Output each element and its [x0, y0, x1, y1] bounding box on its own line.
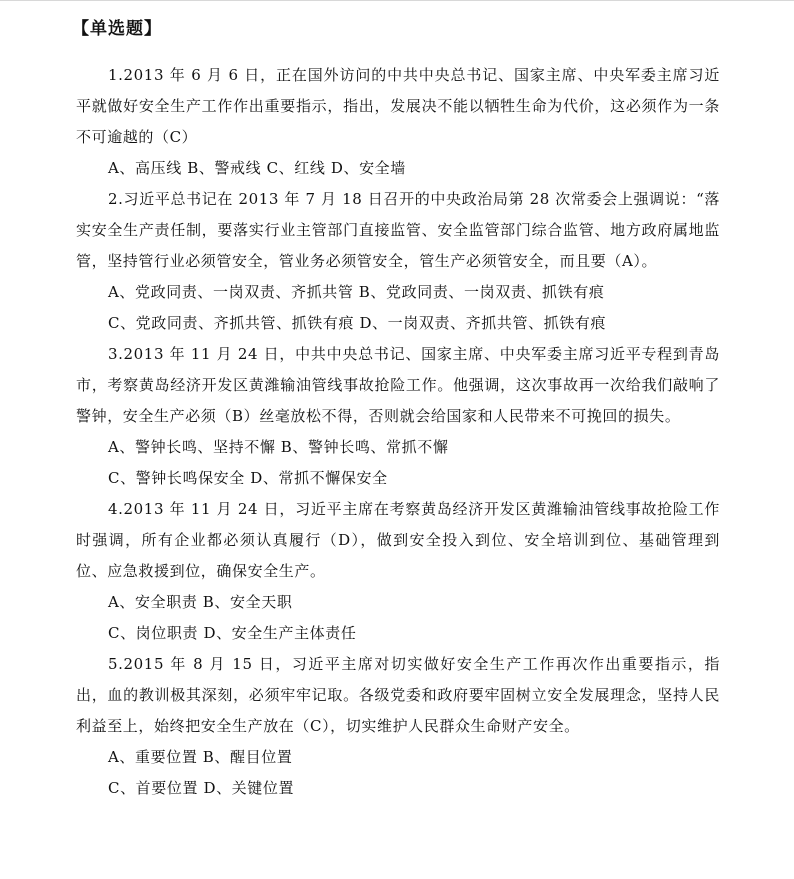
answer-options: C、党政同责、齐抓共管、抓铁有痕 D、一岗双责、齐抓共管、抓铁有痕	[108, 314, 607, 332]
answer-options: A、高压线 B、警戒线 C、红线 D、安全墙	[108, 159, 406, 177]
answer-options: C、岗位职责 D、安全生产主体责任	[108, 624, 357, 642]
answer-options: C、首要位置 D、关键位置	[108, 779, 295, 797]
question-block	[76, 339, 720, 494]
question-block	[76, 494, 720, 649]
question-text: 3.2013 年 11 月 24 日，中共中央总书记、国家主席、中央军委主席习近平专程到青岛市，考察黄岛经济开发区黄潍输油管线事故抢险工作。他强调，这次事故再一次给我们敲响了警钟，安全生产必须（B）丝毫放松不得，否则就会给国家和人民带来不可挽回的损失。	[76, 345, 720, 425]
answer-options: A、重要位置 B、醒目位置	[108, 748, 293, 766]
top-border	[0, 0, 794, 5]
question-list	[76, 60, 720, 804]
answer-options: C、警钟长鸣保安全 D、常抓不懈保安全	[108, 469, 388, 487]
answer-options: A、党政同责、一岗双责、齐抓共管 B、党政同责、一岗双责、抓铁有痕	[108, 283, 605, 301]
question-text: 5.2015 年 8 月 15 日，习近平主席对切实做好安全生产工作再次作出重要指示，指出，血的教训极其深刻，必须牢牢记取。各级党委和政府要牢固树立安全发展理念，坚持人民利益至上，始终把安全生产放在（C），切实维护人民群众生命财产安全。	[76, 655, 720, 735]
answer-options: A、警钟长鸣、坚持不懈 B、警钟长鸣、常抓不懈	[108, 438, 449, 456]
question-text: 1.2013 年 6 月 6 日，正在国外访问的中共中央总书记、国家主席、中央军委主席习近平就做好安全生产工作作出重要指示，指出，发展决不能以牺牲生命为代价，这必须作为一条不可逾越的（C）	[76, 66, 720, 146]
question-block	[76, 184, 720, 339]
question-text: 2.习近平总书记在 2013 年 7 月 18 日召开的中央政治局第 28 次常委会上强调说：“落实安全生产责任制，要落实行业主管部门直接监管、安全监管部门综合监管、地方政府属地监管，坚持管行业必须管安全，管业务必须管安全，管生产必须管安全，而且要（A）。	[76, 190, 720, 270]
question-block	[76, 649, 720, 804]
answer-options: A、安全职责 B、安全天职	[108, 593, 293, 611]
section-heading: 【单选题】	[72, 19, 162, 39]
question-text: 4.2013 年 11 月 24 日，习近平主席在考察黄岛经济开发区黄潍输油管线事故抢险工作时强调，所有企业都必须认真履行（D），做到安全投入到位、安全培训到位、基础管理到位、应急救援到位，确保安全生产。	[76, 500, 720, 580]
question-block	[76, 60, 720, 184]
